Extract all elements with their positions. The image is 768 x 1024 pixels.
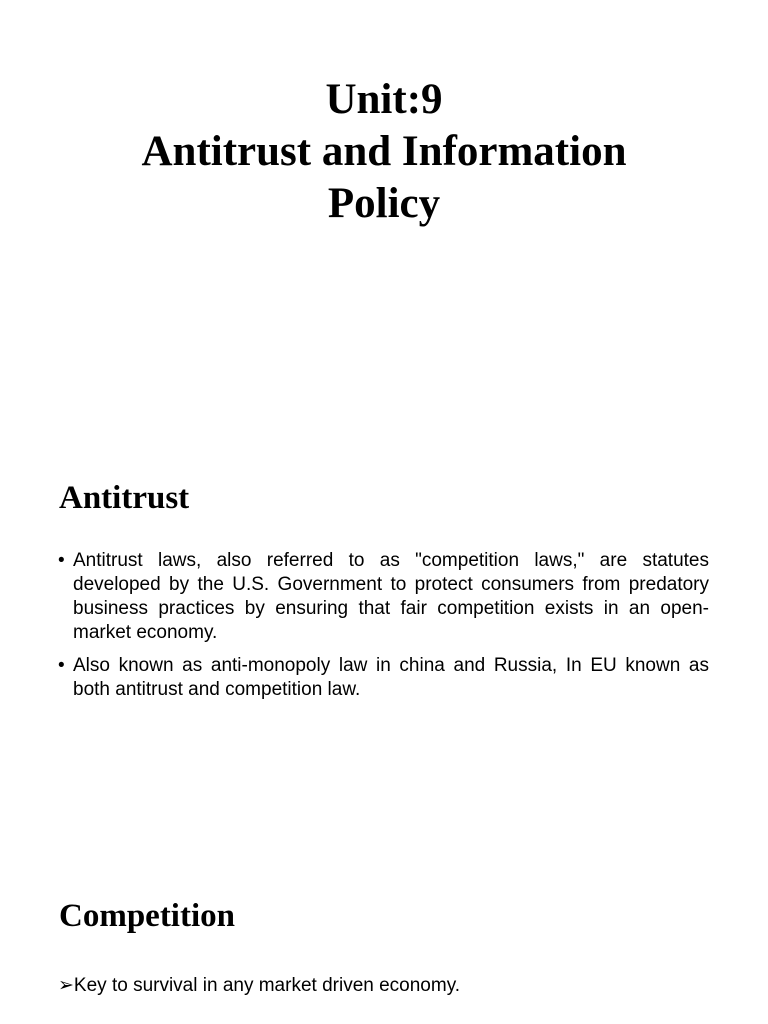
antitrust-bullet-2 [58, 654, 709, 702]
antitrust-bullet-text: Also known as anti-monopoly law in china and Russia, In EU known as both antitrust and competition law. [73, 655, 709, 700]
antitrust-bullet-list [58, 549, 709, 711]
competition-item-1 [58, 974, 460, 998]
antitrust-bullet-text: Antitrust laws, also referred to as "competition laws," are statutes developed by the U.S. Government to protect consumers from predatory business practices by ensuring that fair competition exists in an open-market economy. [73, 550, 709, 643]
antitrust-bullet-1 [58, 549, 709, 645]
antitrust-heading: Antitrust [59, 480, 190, 516]
title-line-unit: Unit:9 [325, 76, 443, 123]
arrow-bullet-icon: ➢ [58, 975, 74, 996]
competition-item-text: Key to survival in any market driven economy. [73, 975, 461, 996]
page-title [60, 74, 708, 230]
title-line-topic: Antitrust and Information [141, 128, 627, 175]
bullet-dot-icon: • [58, 655, 65, 676]
title-line-policy: Policy [327, 180, 441, 227]
bullet-dot-icon: • [58, 550, 65, 571]
competition-heading: Competition [59, 898, 235, 934]
